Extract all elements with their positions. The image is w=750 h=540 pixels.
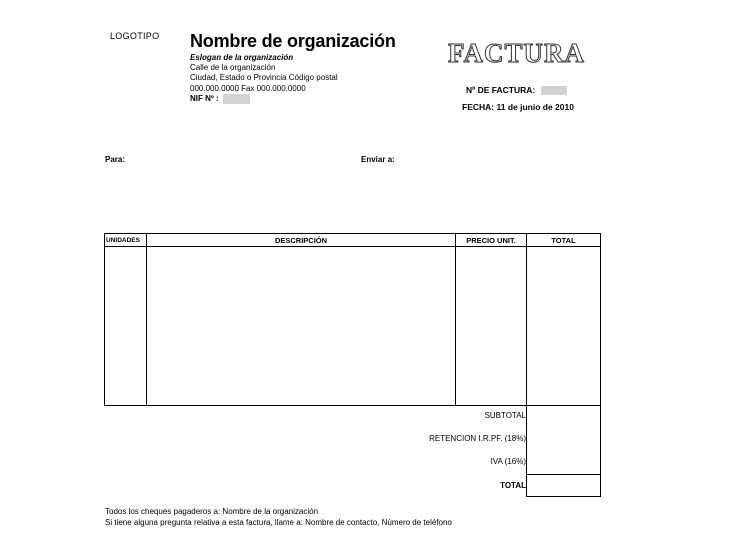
address-line-2: Ciudad, Estado o Provincia Código postal	[190, 73, 338, 82]
invoice-title: FACTURA	[448, 38, 585, 68]
line-items-table	[104, 233, 601, 406]
payment-note: Todos los cheques pagaderos a: Nombre de la organización	[105, 507, 319, 516]
subtotal-label: SUBTOTAL	[484, 411, 526, 420]
total-separator	[527, 474, 600, 475]
column-header-description: DESCRIPCIÓN	[274, 236, 328, 245]
totals-box	[526, 406, 601, 497]
address-line-1: Calle de la organización	[190, 63, 276, 72]
organization-slogan: Eslogan de la organización	[190, 53, 294, 62]
nif-label: NIF Nº :	[190, 94, 219, 104]
retention-label: RETENCION I.R.PF. (18%)	[429, 434, 526, 443]
total-label: TOTAL	[500, 481, 526, 490]
column-header-total: TOTAL	[551, 236, 576, 245]
invoice-date: FECHA: 11 de junio de 2010	[462, 102, 574, 112]
column-divider	[455, 234, 456, 405]
organization-name: Nombre de organización	[190, 31, 396, 51]
ship-to-label: Enviar a:	[361, 155, 395, 164]
contact-note: Si tiene alguna pregunta relativa a esta factura, llame a: Nombre de contacto, Número de teléfono	[105, 518, 452, 527]
column-header-units: UNIDADES	[106, 237, 140, 244]
logo-placeholder: LOGOTIPO	[110, 31, 160, 41]
column-divider	[146, 234, 147, 405]
nif-row	[190, 94, 250, 104]
column-divider	[526, 234, 527, 405]
iva-label: IVA (16%)	[490, 457, 526, 466]
bill-to-label: Para:	[105, 155, 126, 164]
column-header-unit-price: PRECIO UNIT.	[466, 236, 516, 245]
invoice-number-label: Nº DE FACTURA:	[466, 85, 536, 95]
phone-fax: 000.000.0000 Fax 000.000.0000	[190, 84, 306, 93]
invoice-number-redacted-field	[541, 86, 567, 95]
invoice-number-row	[466, 85, 567, 95]
nif-redacted-field	[223, 94, 250, 104]
